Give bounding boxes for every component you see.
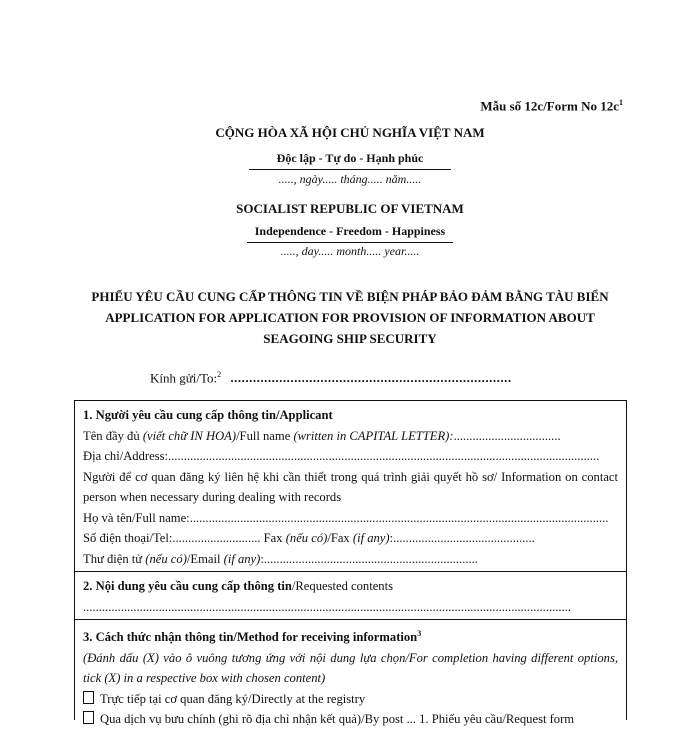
form-title [0,286,700,349]
fullname-note-en: (written in CAPITAL LETTER): [293,428,454,443]
fullname-note-vn: (viết chữ IN HOA) [142,428,237,443]
section2-heading-en: /Requested contents [291,579,393,593]
phone-field[interactable]: ............................ [172,531,261,545]
option-post-checkbox[interactable] [83,711,94,724]
section3-heading: 3. Cách thức nhận thông tin/Method for receiving information [83,630,418,645]
header-vn-motto: Độc lập - Tự do - Hạnh phúc [249,151,452,170]
header-en-country: SOCIALIST REPUBLIC OF VIETNAM [236,201,464,216]
email-label-en: /Email [186,551,224,566]
fullname-row [83,426,618,447]
option-direct-checkbox[interactable] [83,691,94,704]
option-post-row[interactable] [83,709,618,730]
phone-fax-row [83,528,618,549]
requested-contents-field[interactable]: ........................................................................................................................................................... [83,599,572,614]
email-note-vn: (nếu có) [145,551,187,566]
recipient-line [150,370,512,386]
fax-note-en: (if any) [352,531,390,545]
header-en-date: ....., day..... month..... year..... [280,244,420,258]
fullname-field[interactable]: .................................. [453,428,561,443]
email-row [83,549,618,570]
header-vn-motto-wrap [0,149,700,170]
section1-heading: 1. Người yêu cầu cung cấp thông tin/Applicant [83,408,333,422]
section3-footnote: 3 [417,629,422,638]
email-field[interactable]: :.................................................................... [260,551,478,566]
email-label: Thư điện tử [83,551,146,566]
email-note-en: (if any) [223,551,261,566]
section3-instruction: (Đánh dấu (X) vào ô vuông tương ứng với nội dung lựa chọn/For completion having different options, tick (X) in a respective box with chosen content) [83,650,618,686]
section-receiving-method [75,620,626,732]
section3-heading-row [83,624,618,648]
contact-name-field[interactable]: ..................................................................................................................................... [189,510,609,525]
form-number-footnote: 1 [619,98,623,107]
form-title-line2: APPLICATION FOR APPLICATION FOR PROVISION OF INFORMATION ABOUT [105,310,595,325]
header-en-motto: Independence - Freedom - Happiness [247,224,453,243]
header-en-motto-wrap [0,222,700,243]
form-box [74,400,627,727]
form-title-line3: SEAGOING SHIP SECURITY [263,331,437,346]
option-post-label: Qua dịch vụ bưu chính (ghi rõ địa chỉ nhận kết quả)/By post ... 1. Phiếu yêu cầu/Request form [100,712,575,727]
fax-label: Fax [260,531,286,545]
fax-field[interactable]: :............................................. [389,531,535,545]
contact-name-row [83,508,618,529]
header-vn-date: ....., ngày..... tháng..... năm..... [278,172,422,186]
address-label: Địa chỉ/Address: [83,449,168,463]
fax-note-vn: (nếu có) [285,531,328,545]
section-requested-contents [75,572,626,620]
form-number [480,98,623,114]
form-number-text: Mẫu số 12c/Form No 12c [480,98,619,114]
section2-heading-row [83,576,618,597]
fullname-label-en: /Full name [236,428,294,443]
fax-label-en: /Fax [327,531,353,545]
fullname-label-vn: Tên đầy đủ [83,428,143,443]
contact-person-text: Người để cơ quan đăng ký liên hệ khi cần thiết trong quá trình giải quyết hồ sơ/ Information on contact person when necessary during dealing with records [83,469,618,504]
phone-label: Số điện thoại/Tel: [83,531,173,545]
form-title-line1: PHIẾU YÊU CẦU CUNG CẤP THÔNG TIN VỀ BIỆN PHÁP BẢO ĐẢM BẰNG TÀU BIỂN [91,289,609,304]
recipient-field[interactable]: ........................................................................... [230,370,512,386]
option-direct-row[interactable] [83,689,618,710]
address-field[interactable]: ......................................................................................................................................... [168,449,600,463]
recipient-label: Kính gửi/To: [150,370,218,386]
section-applicant [75,401,626,572]
header-vn-country: CỘNG HÒA XÃ HỘI CHỦ NGHĨA VIỆT NAM [215,125,485,140]
section2-heading: 2. Nội dung yêu cầu cung cấp thông tin [83,579,292,593]
recipient-footnote: 2 [217,370,222,379]
contact-name-label: Họ và tên/Full name: [83,510,190,525]
address-row [83,446,618,467]
option-direct-label: Trực tiếp tại cơ quan đăng ký/Directly at the registry [100,691,366,706]
